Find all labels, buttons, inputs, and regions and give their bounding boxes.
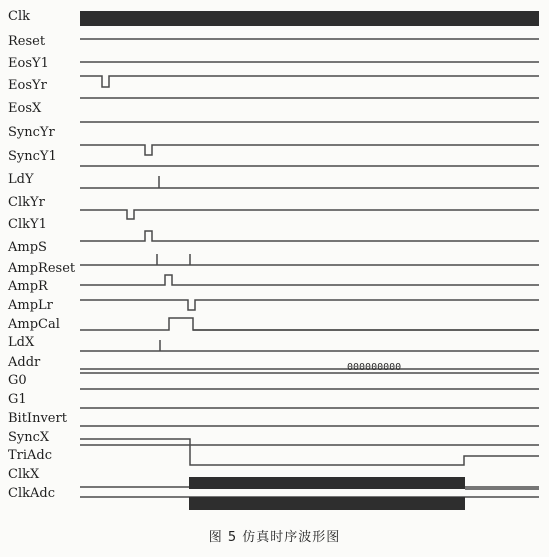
label-syncyr: SyncYr	[8, 125, 55, 140]
label-triadc: TriAdc	[8, 448, 53, 463]
label-clky1: ClkY1	[8, 217, 47, 232]
wave-ampreset	[80, 275, 539, 285]
label-ampcal: AmpCal	[8, 317, 60, 332]
label-amplr: AmpLr	[8, 298, 53, 313]
addr-bus-value: 000000000	[347, 362, 402, 373]
label-clk: Clk	[8, 9, 30, 24]
figure-caption: 图 5 仿真时序波形图	[208, 530, 341, 545]
wave-ampcal	[80, 318, 539, 330]
label-reset: Reset	[8, 34, 46, 49]
label-syncy1: SyncY1	[8, 149, 57, 164]
label-addr: Addr	[8, 355, 41, 370]
label-ldy: LdY	[8, 172, 34, 187]
wave-eosyr	[80, 76, 539, 87]
wave-ampr	[80, 300, 539, 310]
wave-clkadc-burst	[189, 497, 465, 510]
label-eosyr: EosYr	[8, 78, 47, 93]
label-bitinvert: BitInvert	[8, 411, 67, 426]
wave-clky1	[80, 231, 539, 241]
wave-clk	[80, 11, 539, 26]
label-ldx: LdX	[8, 335, 35, 350]
wave-syncy1	[80, 145, 539, 155]
label-amps: AmpS	[8, 240, 47, 255]
wave-clkyr	[80, 210, 539, 219]
label-clkx: ClkX	[8, 467, 40, 482]
label-ampr: AmpR	[8, 279, 48, 294]
label-clkyr: ClkYr	[8, 195, 45, 210]
label-clkadc: ClkAdc	[8, 486, 55, 501]
label-eosy1: EosY1	[8, 56, 49, 71]
wave-triadc	[80, 439, 539, 465]
label-eosx: EosX	[8, 101, 42, 116]
label-syncx: SyncX	[8, 430, 50, 445]
label-ampreset: AmpReset	[8, 261, 76, 276]
label-g1: G1	[8, 392, 27, 407]
label-g0: G0	[8, 373, 27, 388]
wave-clkx-burst	[189, 477, 465, 489]
